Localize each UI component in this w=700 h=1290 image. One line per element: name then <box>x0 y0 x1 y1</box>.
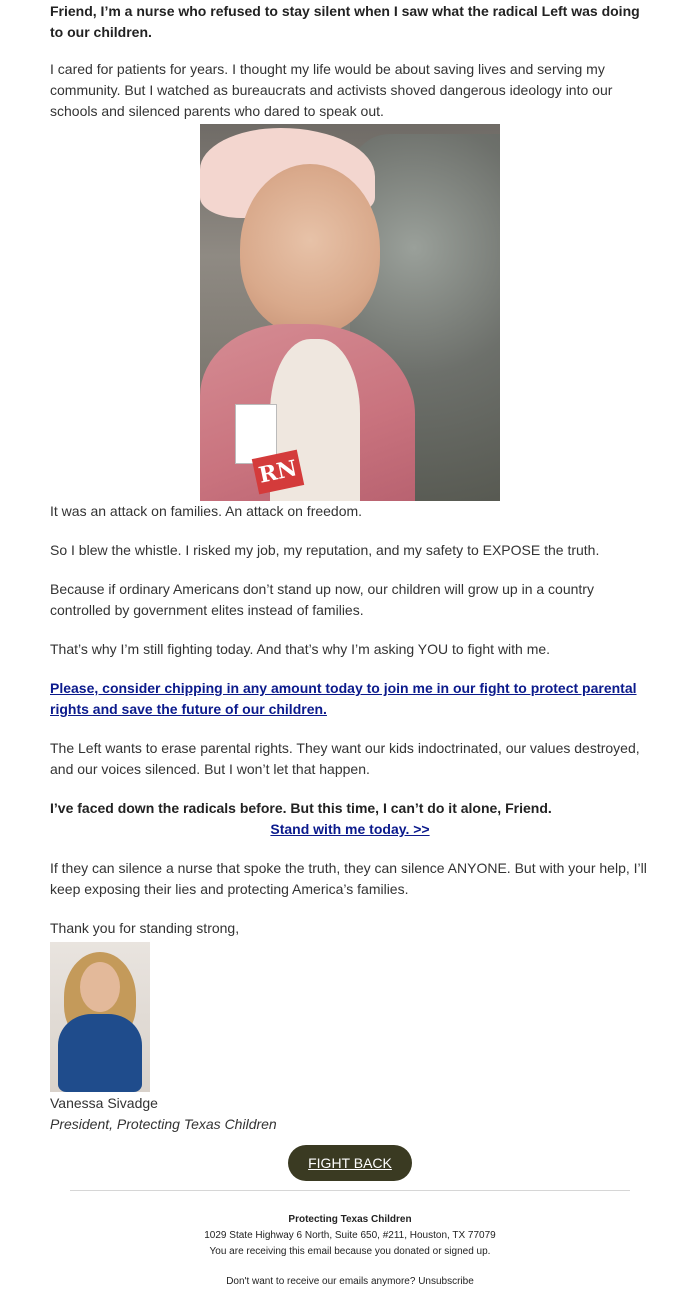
unsubscribe-link[interactable]: Don't want to receive our emails anymore? Unsubscribe <box>226 1276 474 1287</box>
face-shape <box>240 164 380 334</box>
paragraph-blew-whistle: So I blew the whistle. I risked my job, my reputation, and my safety to EXPOSE the truth. <box>50 542 600 558</box>
paragraph-left-wants: The Left wants to erase parental rights. They want our kids indoctrinated, our values destroyed, and our voices silenced. But I won’t let that happen. <box>50 740 640 777</box>
bold-line-faced-radicals: I’ve faced down the radicals before. But this time, I can’t do it alone, Friend. <box>50 800 552 816</box>
closing-line: Thank you for standing strong, <box>50 920 240 936</box>
intro-heading: Friend, I’m a nurse who refused to stay silent when I saw what the radical Left was doing to our children. <box>50 3 640 40</box>
stand-with-me-link[interactable]: Stand with me today. >> <box>270 821 430 837</box>
paragraph-silence-nurse: If they can silence a nurse that spoke the truth, they can silence ANYONE. But with your help, I’ll keep exposing their lies and protecting America’s families. <box>50 860 647 897</box>
fight-back-button[interactable]: FIGHT BACK <box>288 1145 412 1181</box>
rn-badge: RN <box>252 450 304 495</box>
paragraph-cared-for-patients: I cared for patients for years. I thought my life would be about saving lives and serving my community. But I watched as bureaucrats and activists shoved dangerous ideology into our schools and silenced parents who dared to speak out. <box>50 61 613 119</box>
signature-portrait-photo <box>50 942 150 1092</box>
signature-title: President, Protecting Texas Children <box>50 1116 277 1132</box>
paragraph-ordinary-americans: Because if ordinary Americans don’t stand up now, our children will grow up in a country controlled by government elites instead of families. <box>50 581 594 618</box>
signature-name: Vanessa Sivadge <box>50 1095 158 1111</box>
face-shape <box>80 962 120 1012</box>
scrubs-shape <box>58 1014 142 1092</box>
footer-address: 1029 State Highway 6 North, Suite 650, #211, Houston, TX 77079 <box>204 1230 496 1241</box>
email-body <box>50 0 650 1181</box>
donate-link[interactable]: Please, consider chipping in any amount today to join me in our fight to protect parental rights and save the future of our children. <box>50 680 637 717</box>
paragraph-attack-on-families: It was an attack on families. An attack on freedom. <box>50 503 363 519</box>
paragraph-still-fighting: That’s why I’m still fighting today. And that’s why I’m asking YOU to fight with me. <box>50 641 551 657</box>
footer-org-name: Protecting Texas Children <box>288 1214 412 1225</box>
nurse-selfie-photo <box>200 124 500 501</box>
footer <box>0 1212 700 1290</box>
footer-notice: You are receiving this email because you donated or signed up. <box>209 1246 491 1257</box>
footer-divider <box>70 1190 630 1191</box>
